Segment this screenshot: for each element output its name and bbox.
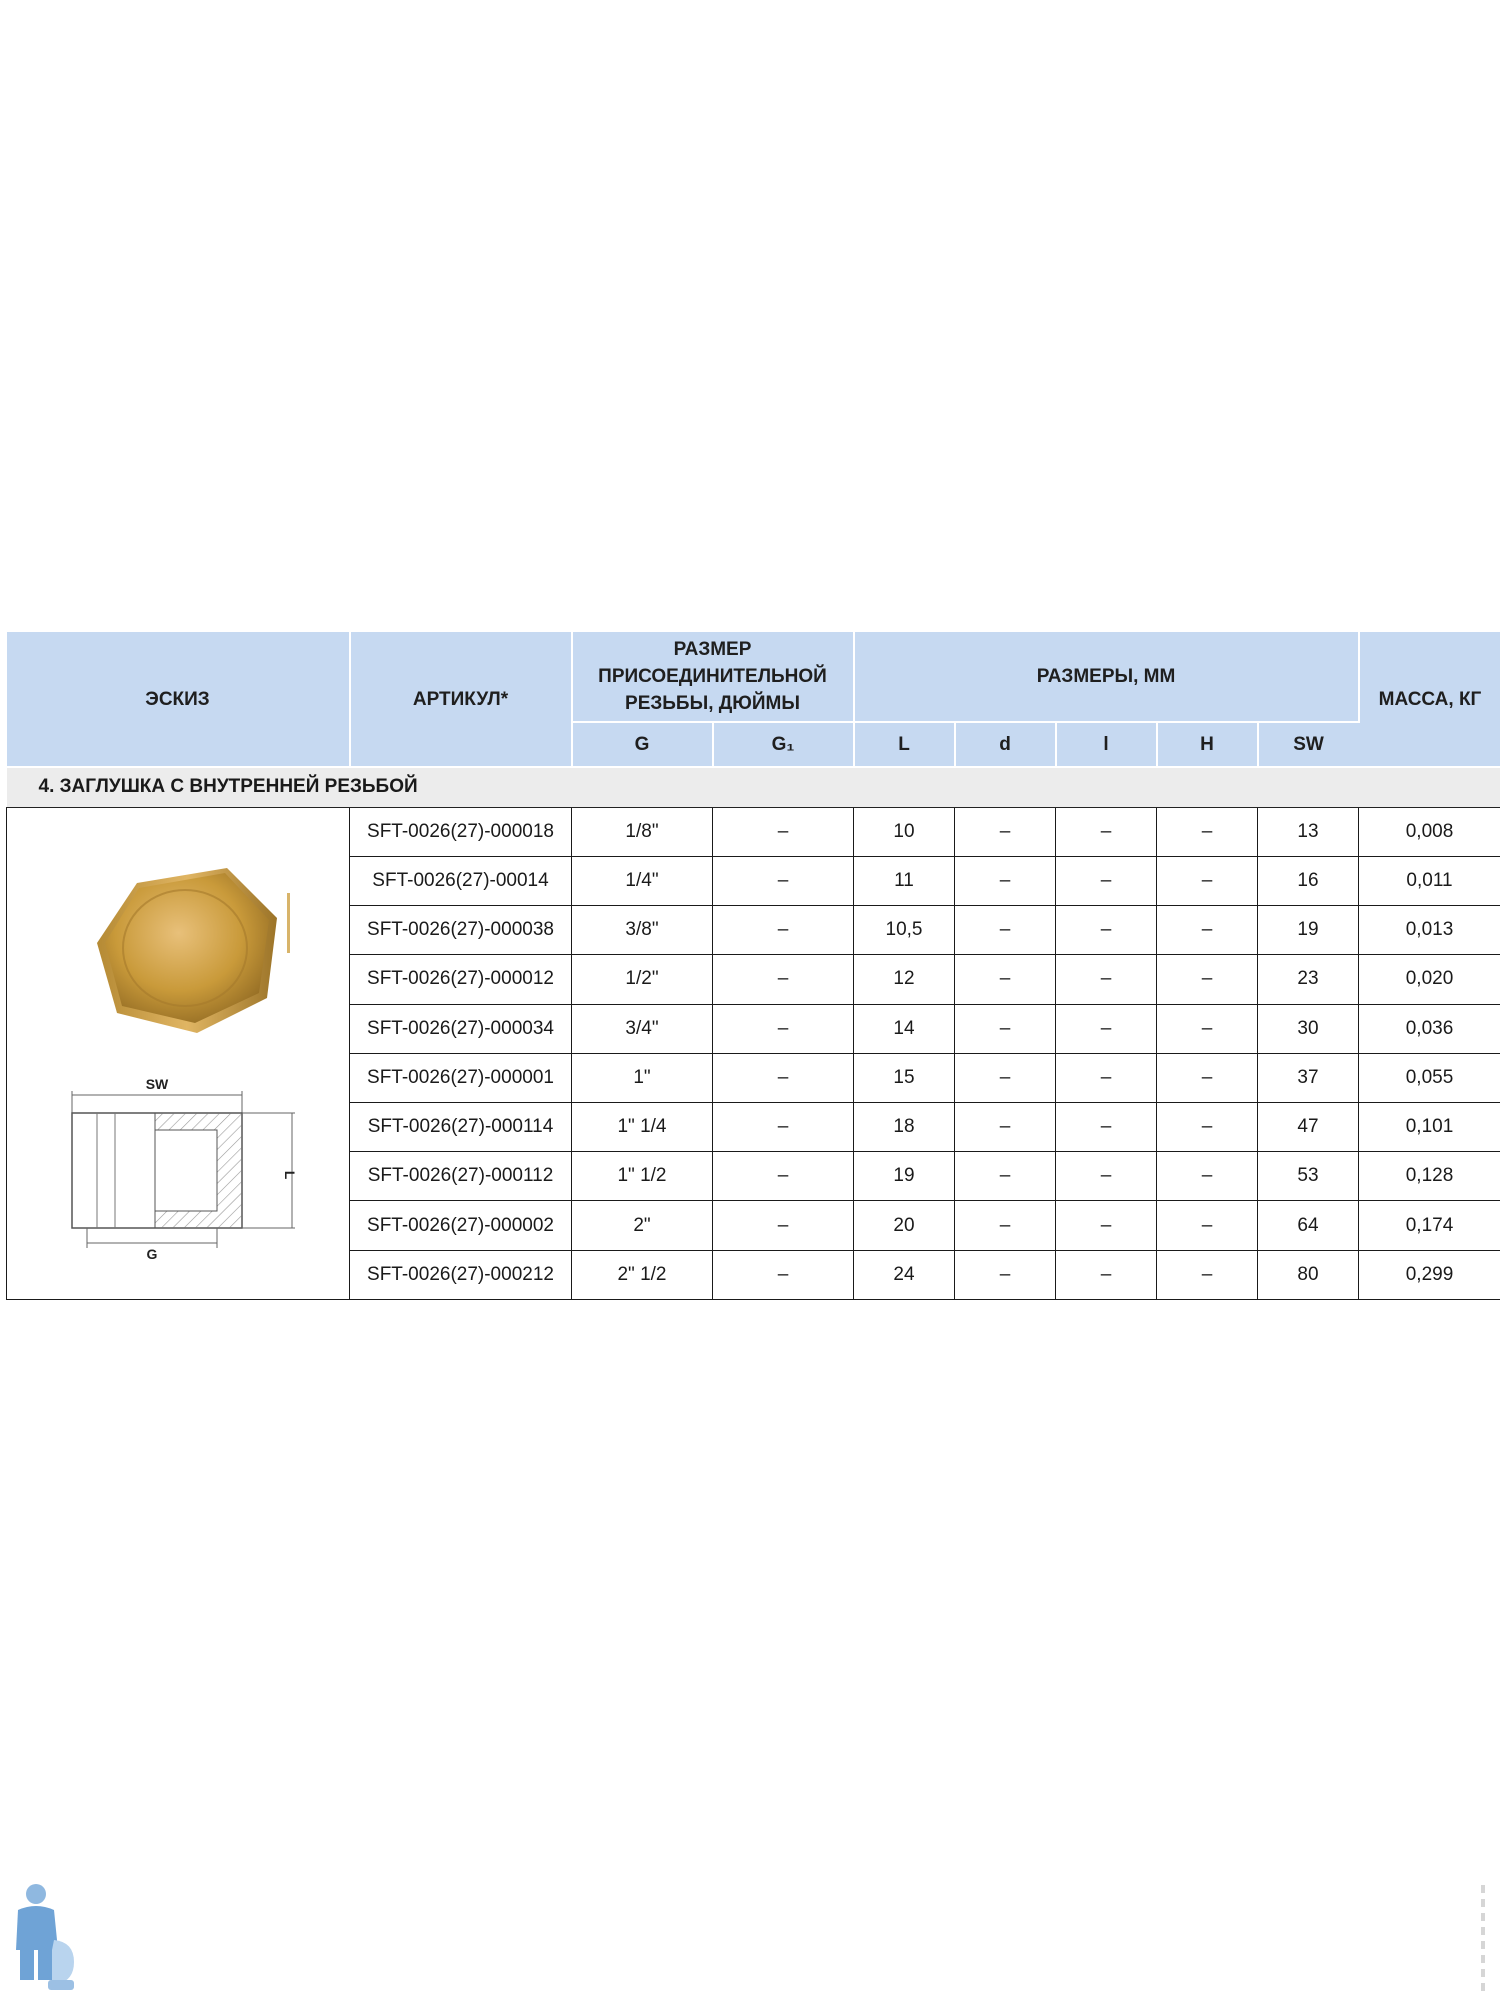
header-h: H xyxy=(1157,722,1258,767)
h-cell: – xyxy=(1157,1250,1258,1299)
h-cell: – xyxy=(1157,1053,1258,1102)
d-cell: – xyxy=(955,1250,1056,1299)
sw-cell: 64 xyxy=(1258,1201,1359,1250)
length-l-cell: 15 xyxy=(854,1053,955,1102)
header-l-length: L xyxy=(854,722,955,767)
thread-g-cell: 1/4" xyxy=(572,856,713,905)
thread-g1-cell: – xyxy=(713,1201,854,1250)
l-cell: – xyxy=(1056,1004,1157,1053)
h-cell: – xyxy=(1157,807,1258,856)
d-cell: – xyxy=(955,1152,1056,1201)
length-l-cell: 20 xyxy=(854,1201,955,1250)
h-cell: – xyxy=(1157,1152,1258,1201)
sw-cell: 47 xyxy=(1258,1103,1359,1152)
h-cell: – xyxy=(1157,1004,1258,1053)
mass-cell: 0,128 xyxy=(1359,1152,1500,1201)
mass-cell: 0,020 xyxy=(1359,955,1500,1004)
d-cell: – xyxy=(955,807,1056,856)
section-title: 4. ЗАГЛУШКА С ВНУТРЕННЕЙ РЕЗЬБОЙ xyxy=(7,767,1500,807)
h-cell: – xyxy=(1157,1103,1258,1152)
article-cell: SFT-0026(27)-00014 xyxy=(350,856,572,905)
l-cell: – xyxy=(1056,1201,1157,1250)
thread-g1-cell: – xyxy=(713,1152,854,1201)
h-cell: – xyxy=(1157,955,1258,1004)
h-cell: – xyxy=(1157,1201,1258,1250)
length-l-cell: 18 xyxy=(854,1103,955,1152)
length-l-cell: 19 xyxy=(854,1152,955,1201)
thread-g-cell: 3/4" xyxy=(572,1004,713,1053)
sketch-area xyxy=(7,808,347,1294)
article-cell: SFT-0026(27)-000038 xyxy=(350,906,572,955)
thread-g-cell: 1/8" xyxy=(572,807,713,856)
d-cell: – xyxy=(955,1004,1056,1053)
thread-g1-cell: – xyxy=(713,807,854,856)
length-l-cell: 10 xyxy=(854,807,955,856)
article-cell: SFT-0026(27)-000034 xyxy=(350,1004,572,1053)
sw-cell: 80 xyxy=(1258,1250,1359,1299)
thread-g1-cell: – xyxy=(713,1103,854,1152)
article-cell: SFT-0026(27)-000001 xyxy=(350,1053,572,1102)
header-g1: G₁ xyxy=(713,722,854,767)
header-l: l xyxy=(1056,722,1157,767)
l-cell: – xyxy=(1056,856,1157,905)
drawing-label-sw: SW xyxy=(145,1076,169,1092)
l-cell: – xyxy=(1056,1103,1157,1152)
thread-g1-cell: – xyxy=(713,906,854,955)
mass-cell: 0,174 xyxy=(1359,1201,1500,1250)
d-cell: – xyxy=(955,1053,1056,1102)
mass-cell: 0,299 xyxy=(1359,1250,1500,1299)
article-cell: SFT-0026(27)-000002 xyxy=(350,1201,572,1250)
d-cell: – xyxy=(955,955,1056,1004)
sw-cell: 13 xyxy=(1258,807,1359,856)
article-cell: SFT-0026(27)-000012 xyxy=(350,955,572,1004)
drawing-label-l: L xyxy=(282,1170,298,1180)
thread-g1-cell: – xyxy=(713,1053,854,1102)
sw-cell: 53 xyxy=(1258,1152,1359,1201)
thread-g1-cell: – xyxy=(713,1004,854,1053)
thread-g-cell: 2" 1/2 xyxy=(572,1250,713,1299)
d-cell: – xyxy=(955,1103,1056,1152)
header-sw: SW xyxy=(1258,722,1359,767)
sw-cell: 19 xyxy=(1258,906,1359,955)
header-dimensions: РАЗМЕРЫ, ММ xyxy=(854,632,1359,722)
header-article: АРТИКУЛ* xyxy=(350,632,572,767)
header-thread-size: РАЗМЕР ПРИСОЕДИНИТЕЛЬНОЙ РЕЗЬБЫ, ДЮЙМЫ xyxy=(572,632,854,722)
d-cell: – xyxy=(955,856,1056,905)
cap-technical-drawing xyxy=(67,1073,307,1263)
mass-cell: 0,055 xyxy=(1359,1053,1500,1102)
sw-cell: 23 xyxy=(1258,955,1359,1004)
length-l-cell: 24 xyxy=(854,1250,955,1299)
d-cell: – xyxy=(955,906,1056,955)
thread-g1-cell: – xyxy=(713,955,854,1004)
article-cell: SFT-0026(27)-000212 xyxy=(350,1250,572,1299)
h-cell: – xyxy=(1157,906,1258,955)
thread-g-cell: 1" 1/4 xyxy=(572,1103,713,1152)
l-cell: – xyxy=(1056,955,1157,1004)
length-l-cell: 10,5 xyxy=(854,906,955,955)
l-cell: – xyxy=(1056,1053,1157,1102)
sw-cell: 16 xyxy=(1258,856,1359,905)
sw-cell: 30 xyxy=(1258,1004,1359,1053)
drawing-label-g: G xyxy=(146,1246,158,1262)
thread-g-cell: 1" 1/2 xyxy=(572,1152,713,1201)
plumber-logo-icon xyxy=(8,1880,78,1992)
mass-cell: 0,036 xyxy=(1359,1004,1500,1053)
h-cell: – xyxy=(1157,856,1258,905)
l-cell: – xyxy=(1056,906,1157,955)
side-watermark-icon xyxy=(1474,1885,1492,1995)
length-l-cell: 14 xyxy=(854,1004,955,1053)
l-cell: – xyxy=(1056,807,1157,856)
article-cell: SFT-0026(27)-000018 xyxy=(350,807,572,856)
thread-g1-cell: – xyxy=(713,1250,854,1299)
thread-g-cell: 1" xyxy=(572,1053,713,1102)
sw-cell: 37 xyxy=(1258,1053,1359,1102)
thread-g-cell: 2" xyxy=(572,1201,713,1250)
article-cell: SFT-0026(27)-000112 xyxy=(350,1152,572,1201)
header-g: G xyxy=(572,722,713,767)
mass-cell: 0,013 xyxy=(1359,906,1500,955)
l-cell: – xyxy=(1056,1152,1157,1201)
thread-g-cell: 1/2" xyxy=(572,955,713,1004)
mass-cell: 0,008 xyxy=(1359,807,1500,856)
header-sketch: ЭСКИЗ xyxy=(7,632,350,767)
header-mass: МАССА, КГ xyxy=(1359,632,1500,767)
article-cell: SFT-0026(27)-000114 xyxy=(350,1103,572,1152)
length-l-cell: 12 xyxy=(854,955,955,1004)
mass-cell: 0,011 xyxy=(1359,856,1500,905)
thread-g1-cell: – xyxy=(713,856,854,905)
brass-hex-cap-photo xyxy=(77,848,307,1048)
l-cell: – xyxy=(1056,1250,1157,1299)
mass-cell: 0,101 xyxy=(1359,1103,1500,1152)
thread-g-cell: 3/8" xyxy=(572,906,713,955)
length-l-cell: 11 xyxy=(854,856,955,905)
d-cell: – xyxy=(955,1201,1056,1250)
header-d: d xyxy=(955,722,1056,767)
